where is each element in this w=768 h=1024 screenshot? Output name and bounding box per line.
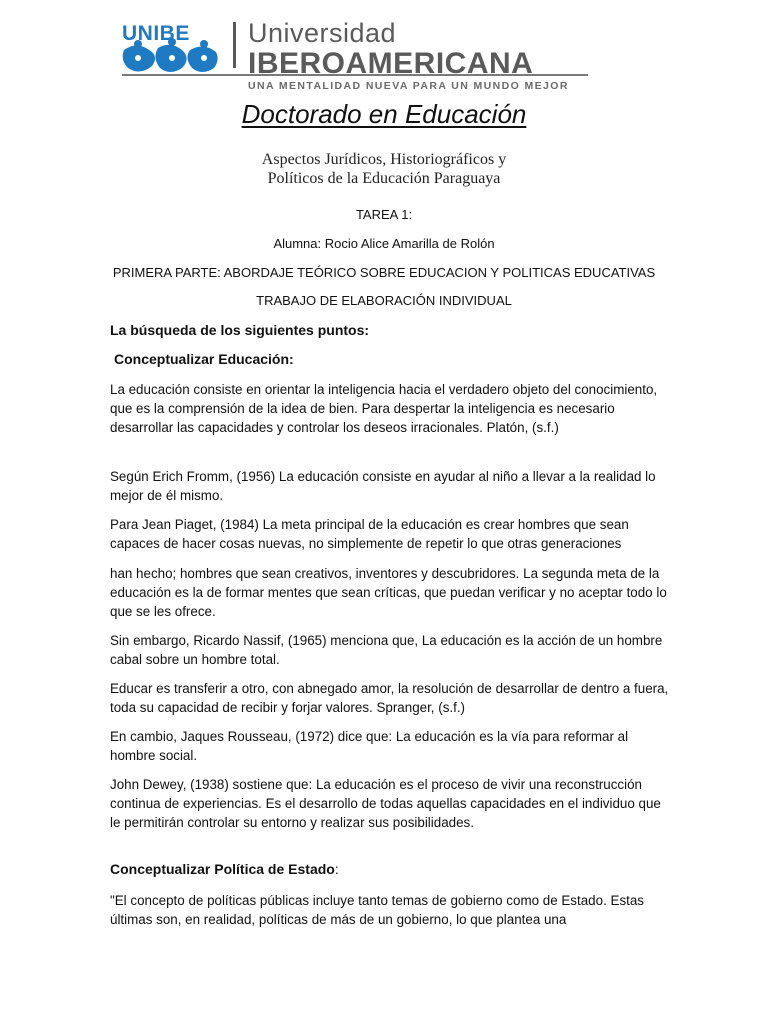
university-name-line1: Universidad [248, 18, 397, 48]
paragraph-fromm: Según Erich Fromm, (1956) La educación consiste en ayudar al niño a llevar a la realidad lo mejor de él mismo. [110, 469, 656, 503]
paragraph-spranger: Educar es transferir a otro, con abnegado amor, la resolución de desarrollar de dentro a fuera, toda su capacidad de recibir y forjar valores. Spranger, (s.f.) [110, 681, 669, 715]
work-type-label: TRABAJO DE ELABORACIÓN INDIVIDUAL [256, 293, 512, 308]
section1-heading: Conceptualizar Educación: [114, 351, 294, 367]
section2-heading-colon: : [334, 861, 339, 877]
part-label: PRIMERA PARTE: ABORDAJE TEÓRICO SOBRE EDUCACION Y POLITICAS EDUCATIVAS [112, 265, 656, 280]
document-subtitle [0, 150, 768, 188]
section2-heading-text: Conceptualizar Política de Estado [110, 861, 335, 877]
paragraph-dewey: John Dewey, (1938) sostiene que: La educación es el proceso de vivir una reconstrucción continua de experiencias. Es el desarrollo de todas aquellas capacidades en el individuo que le permitirán controlar su entorno y realizar sus posibilidades. [110, 777, 661, 830]
task-label: TAREA 1: [355, 207, 413, 222]
section2-heading [110, 861, 339, 877]
paragraph-politica-estado: "El concepto de políticas públicas incluye tanto temas de gobierno como de Estado. Estas últimas son, en realidad, políticas de más de un gobierno, lo que plantea una [110, 893, 644, 927]
paragraph-nassif: Sin embargo, Ricardo Nassif, (1965) menciona que, La educación es la acción de un hombre cabal sobre un hombre total. [110, 633, 663, 667]
document-title: Doctorado en Educación [241, 99, 527, 129]
subtitle-line1: Aspectos Jurídicos, Historiográficos y [261, 151, 507, 168]
university-tagline: UNA MENTALIDAD NUEVA PARA UN MUNDO MEJOR [248, 80, 569, 92]
paragraph-piaget: Para Jean Piaget, (1984) La meta principal de la educación es crear hombres que sean capaces de hacer cosas nuevas, no simplemente de repetir lo que otras generaciones [110, 517, 629, 551]
paragraph-piaget-continued: han hecho; hombres que sean creativos, inventores y descubridores. La segunda meta de la educación es la de formar mentes que sean críticas, que puedan verificar y no aceptar todo lo que se les ofrece. [110, 566, 667, 619]
paragraph-rousseau: En cambio, Jaques Rousseau, (1972) dice que: La educación es la vía para reformar al hombre social. [110, 729, 629, 763]
logo-short-name: UNIBE [122, 22, 190, 45]
student-name: Alumna: Rocio Alice Amarilla de Rolón [273, 236, 495, 251]
paragraph-plato: La educación consiste en orientar la inteligencia hacia el verdadero objeto del conocimiento, que es la comprensión de la idea de bien. Para despertar la inteligencia es necesario desarrollar las capacidades y controlar los deseos irracionales. Platón, (s.f.) [110, 382, 658, 435]
university-name-line2: IBEROAMERICANA [248, 47, 534, 80]
university-name [248, 20, 533, 79]
subtitle-line2: Políticos de la Educación Paraguaya [267, 170, 501, 187]
search-heading: La búsqueda de los siguientes puntos: [110, 322, 370, 338]
